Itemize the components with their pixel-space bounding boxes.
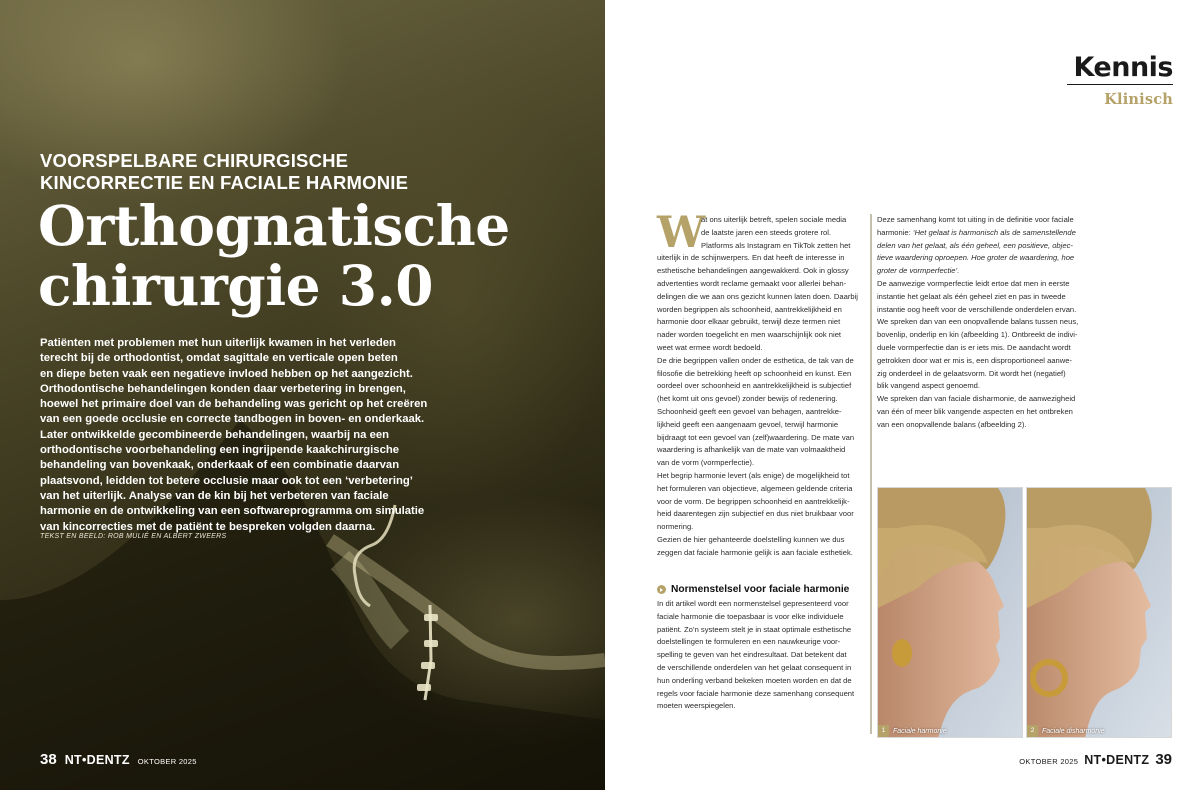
text-line: nader worden toegelicht en men waarschijnlijk ook niet: [657, 330, 842, 340]
figure-number: 2: [1027, 725, 1038, 737]
text-line: tieve waardering oproepen. Hoe groter de waardering, hoe: [877, 253, 1075, 263]
subheading: [657, 584, 849, 595]
text-line: delingen die we aan ons gezicht kunnen laten doen. Daarbij: [657, 291, 858, 301]
text-line: zig onderdeel in de gelaatsvorm. Dit wordt het (negatief): [877, 368, 1066, 378]
text-line: patiënt. Zo’n systeem stelt je in staat optimale esthetische: [657, 624, 852, 634]
text-line: normering.: [657, 522, 694, 532]
text-line: instantie het gelaat als één geheel ziet en pas in tweede: [877, 291, 1066, 301]
text-line: zeggen dat faciale harmonie gelijk is aan faciale esthetiek.: [657, 547, 853, 557]
text-line: at ons uiterlijk betreft, spelen sociale media: [701, 215, 847, 224]
page-number: 38: [40, 751, 57, 768]
text-line: esthetische behandelingen aangewakkerd. Ook in glossy: [657, 266, 849, 276]
page-number: 39: [1155, 751, 1172, 768]
text-line: De drie begrippen vallen onder de esthetica, de tak van de: [657, 355, 854, 365]
text-line: van de vorm (vormperfectie).: [657, 458, 755, 468]
folio-right: [1019, 751, 1172, 768]
issue-date: OKTOBER 2025: [137, 757, 197, 766]
text-line: harmonie: ‘Het gelaat is harmonisch als de samenstellende: [877, 227, 1076, 237]
xray-bracket-3: [421, 662, 435, 669]
lead-line: Patiënten met problemen met hun uiterlijk kwamen in het verleden: [40, 337, 396, 349]
section-divider: [1067, 84, 1173, 85]
text-line: In dit artikel wordt een normenstelsel gepresenteerd voor: [657, 599, 849, 608]
section-label: Kennis: [1073, 52, 1173, 83]
text-line: De aanwezige vormperfectie leidt ertoe dat men in eerste: [877, 278, 1070, 288]
lead-line: harmonie en de ontwikkeling van een softwareprogramma om simulatie: [40, 505, 425, 518]
lead-line: van het uiterlijk. Analyse van de kin bij het verbeteren van faciale: [40, 489, 389, 502]
column-divider: [870, 214, 872, 734]
arrow-bullet-icon: [657, 585, 666, 594]
text-line: advertenties wordt reclame gemaakt voor allerlei behan-: [657, 278, 847, 288]
text-line: filosofie die betrekking heeft op schoonheid en kunst. Een: [657, 368, 852, 378]
text-line: moeten weerspiegelen.: [657, 701, 736, 711]
byline: TEKST EN BEELD: ROB MULIÉ EN ALBERT ZWEERS: [40, 533, 227, 540]
brand-logo: NT•DENTZ: [1084, 753, 1150, 767]
figure-caption: [1027, 725, 1171, 737]
text-line: de laatste jaren een steeds grotere rol.: [701, 227, 832, 237]
text-line: heid daarentegen zijn subjectief en dus niet bruikbaar voor: [657, 509, 854, 519]
xray-bracket-4: [417, 684, 431, 691]
text-line: van één of meer blik vangende aspecten en het ontbreken: [877, 406, 1073, 416]
text-line: waardering is afhankelijk van de mate van volmaaktheid: [657, 445, 846, 455]
lead-paragraph: [40, 336, 428, 535]
headline: [38, 193, 510, 318]
text-line: delen van het gelaat, als één geheel, een positieve, objec-: [877, 240, 1073, 250]
figure-2-photo: [1026, 487, 1172, 738]
text-line: We spreken dan van een onopvallende balans tussen neus,: [877, 317, 1079, 327]
lead-line: behandeling van bovenkaak, onderkaak of een combinatie daarvan: [40, 459, 400, 472]
subheading-text: Normenstelsel voor faciale harmonie: [671, 584, 850, 595]
text-line: uiterlijk in de schijnwerpers. En dat heeft de interesse in: [657, 253, 845, 263]
text-line: weet wat ermee wordt bedoeld.: [657, 342, 763, 352]
text-line: Het begrip harmonie levert (als enige) de mogelijkheid tot: [657, 470, 850, 480]
headline-line: Orthognatische: [38, 193, 510, 258]
text-line: Gezien de hier gehanteerde doelstelling kunnen we dus: [657, 534, 845, 544]
brand-logo: NT•DENTZ: [64, 753, 130, 767]
text-line: We spreken dan van faciale disharmonie, de aanwezigheid: [877, 394, 1076, 404]
profile-face-1: [878, 488, 1023, 738]
drop-cap: W: [657, 208, 706, 258]
figure-caption: [878, 725, 1022, 737]
text-line: faciale harmonie die toepasbaar is voor elke individuele: [657, 611, 844, 621]
text-line: harmonie door elkaar gebruikt, terwijl deze termen niet: [657, 317, 841, 327]
figure-1-photo: [877, 487, 1023, 738]
lead-line: plaatsvond, leidden tot betere occlusie maar ook tot een ‘verbetering’: [40, 474, 413, 487]
lead-line: orthodontische voorbehandeling een ingrijpende kaakchirurgische: [40, 444, 400, 457]
text-line: de verschillende onderdelen van het gelaat consequent in: [657, 662, 852, 672]
text-line: voor de vorm. De begrippen schoonheid en aantrekkelijk-: [657, 496, 850, 506]
lead-line: terecht bij de orthodontist, omdat sagittale en verticale open beten: [40, 352, 398, 365]
text-line: oordeel over schoonheid en aantrekkelijkheid is subjectief: [657, 381, 852, 391]
lead-line: van kincorrecties met de patiënt te bespreken volgden daarna.: [40, 520, 376, 533]
kicker-line: KINCORRECTIE EN FACIALE HARMONIE: [40, 172, 409, 193]
text-line: lijkheid geeft een aangenaam gevoel, terwijl harmonie: [657, 419, 839, 429]
text-line: hun onderling verband bekeken moeten worden en dat de: [657, 675, 852, 685]
lead-line: van een goede occlusie en correcte tandbogen in boven- en onderkaak.: [40, 413, 425, 426]
text-line: bijdraagt tot een gevoel van (zelf)waardering. De mate van: [657, 432, 855, 442]
text-line: het formuleren van objectieve, algemeen geldende criteria: [657, 483, 853, 493]
lead-line: hoewel het primaire doel van de behandeling was gericht op het creëren: [40, 398, 428, 411]
lead-line: Orthodontische behandelingen konden daar verbetering in brengen,: [40, 382, 406, 395]
xray-bracket-2: [424, 640, 438, 647]
right-page: [605, 0, 1200, 790]
figure-caption-text: Faciale harmonie: [893, 727, 947, 735]
text-line: getrokken door wat er mis is, een disproportioneel aanwe-: [877, 355, 1073, 365]
xray-bracket-1: [424, 614, 438, 621]
lead-line: en diepe beten vaak een negatieve invloed hebben op het aangezicht.: [40, 367, 413, 380]
figure-number: 1: [878, 725, 889, 737]
text-line: Platforms als Instagram en TikTok zetten het: [701, 240, 851, 250]
body-column-1: [657, 208, 867, 560]
text-line: groter de vormperfectie’.: [877, 266, 960, 276]
subsection-label: Klinisch: [1104, 91, 1173, 108]
body-column-1b: [657, 598, 867, 713]
body-column-2: [877, 214, 1092, 432]
text-line: Deze samenhang komt tot uiting in de definitie voor faciale: [877, 215, 1074, 224]
text-line: instantie oog heeft voor de verschillende onderdelen ervan.: [877, 304, 1077, 314]
text-line: bovenlip, onderlip en kin (afbeelding 1). Ontbreekt de indivi-: [877, 330, 1078, 340]
text-line: blik vangend aspect genoemd.: [877, 381, 981, 391]
text-line: doelstellingen te formuleren en een nauwkeurige voor-: [657, 637, 841, 647]
text-line: duele vormperfectie dan is er iets mis. De aandacht wordt: [877, 342, 1071, 352]
text-line: Schoonheid geeft een gevoel van behagen, aantrekke-: [657, 406, 842, 416]
profile-face-2: [1027, 488, 1172, 738]
issue-date: OKTOBER 2025: [1019, 757, 1079, 766]
folio-left: [40, 751, 197, 768]
text-line: worden begrippen als schoonheid, aantrekkelijkheid en: [657, 304, 842, 314]
figure-caption-text: Faciale disharmonie: [1042, 727, 1105, 735]
lead-line: Later ontwikkelde gecombineerde behandelingen, waarbij na een: [40, 428, 390, 441]
headline-line: chirurgie 3.0: [38, 253, 433, 318]
text-line: (het komt uit ons gevoel) zonder bewijs of redenering.: [657, 394, 838, 404]
earring-shape: [892, 639, 912, 667]
text-line: spelling te geven van het eindresultaat. Dat betekent dat: [657, 650, 847, 660]
kicker: [40, 150, 408, 194]
kicker-line: VOORSPELBARE CHIRURGISCHE: [40, 150, 349, 171]
text-line: van een onopvallende balans (afbeelding 2).: [877, 419, 1027, 429]
text-line: regels voor faciale harmonie deze samenhang consequent: [657, 688, 855, 698]
